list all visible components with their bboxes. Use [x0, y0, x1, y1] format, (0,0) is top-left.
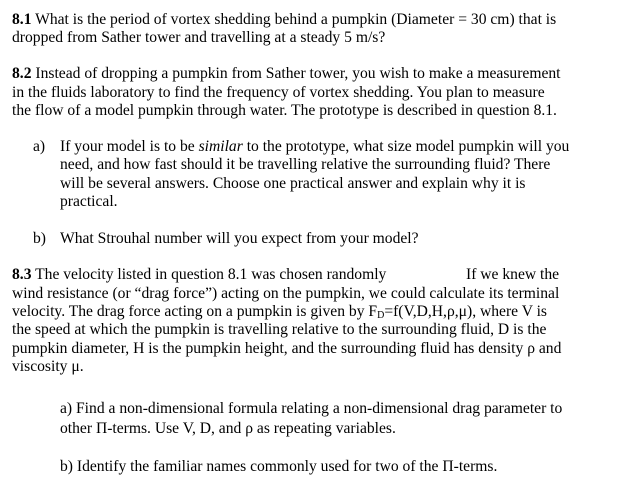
question-8-3-line-3: velocity. The drag force acting on a pumpkin is given by $F_D=f(V,D,H,\rho,\mu)$, where V is — [12, 303, 547, 321]
question-8-2a-label: a) — [33, 138, 46, 155]
question-8-2b-line-1: What Strouhal number will you expect from your model? — [60, 230, 419, 247]
question-8-1-line-1: 8.1 What is the period of vortex shedding behind a pumpkin (Diameter = 30 cm) that is — [12, 11, 557, 28]
emphasis-similar: similar — [198, 138, 243, 155]
question-8-2-line-2: in the fluids laboratory to find the frequency of vortex shedding. You plan to measure — [12, 84, 545, 101]
question-8-2b-label: b) — [33, 230, 46, 247]
question-8-1-number: 8.1 — [12, 11, 32, 28]
question-8-3-line-2: wind resistance (or “drag force”) acting on the pumpkin, we could calculate its terminal — [12, 285, 560, 302]
question-8-3-line-4: the speed at which the pumpkin is travelling relative to the surrounding fluid, D is the — [12, 321, 547, 338]
question-8-2a-line-4: practical. — [60, 193, 118, 210]
question-8-3a-line-1: a) Find a non-dimensional formula relating a non-dimensional drag parameter to — [60, 400, 563, 417]
question-8-2-number: 8.2 — [12, 65, 32, 82]
question-8-3a-line-2: other Π-terms. Use V, D, and ρ as repeating variables. — [60, 420, 396, 437]
question-8-2a-line-1: If your model is to be similar to the prototype, what size model pumpkin will you — [60, 138, 570, 155]
question-8-3-line-1: 8.3 The velocity listed in question 8.1 was chosen randomly — [12, 266, 387, 283]
question-8-3-line-6: viscosity μ. — [12, 358, 84, 375]
question-8-2a-line-2: need, and how fast should it be travelling relative the surrounding fluid? There — [60, 156, 551, 173]
question-8-2a-line-3: will be several answers. Choose one practical answer and explain why it is — [60, 175, 526, 192]
drag-force-subscript: D — [377, 310, 385, 321]
question-8-3-line-1-continued: If we knew the — [466, 266, 560, 283]
question-8-3-number: 8.3 — [12, 266, 32, 283]
question-8-2-line-3: the flow of a model pumpkin through water. The prototype is described in question 8.1. — [12, 102, 557, 119]
question-8-1-line-2: dropped from Sather tower and travelling at a steady 5 m/s? — [12, 29, 386, 46]
question-8-3-line-5: pumpkin diameter, H is the pumpkin height, and the surrounding fluid has density ρ and — [12, 340, 562, 357]
question-8-3b-line-1: b) Identify the familiar names commonly used for two of the Π-terms. — [60, 458, 498, 475]
question-8-2-line-1: 8.2 Instead of dropping a pumpkin from Sather tower, you wish to make a measurement — [12, 65, 561, 82]
